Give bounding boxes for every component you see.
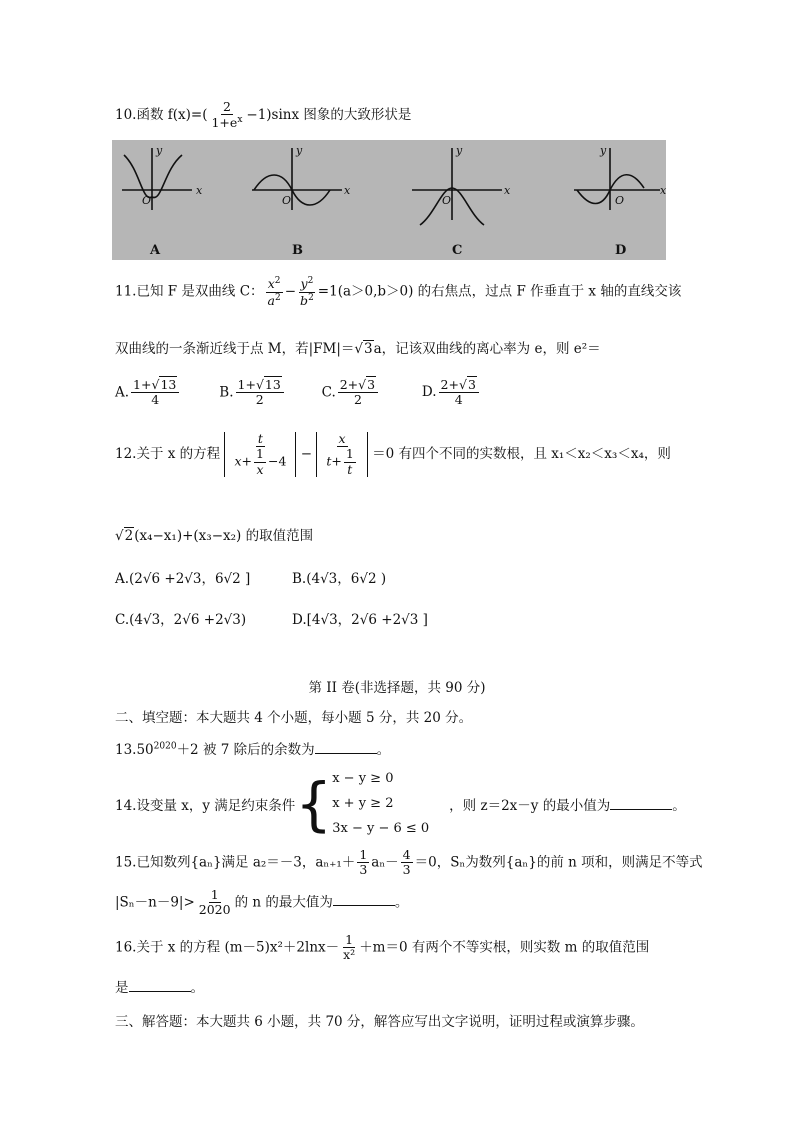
q16-line1: 16.关于 x 的方程 (m－5)x²＋2lnx－ $\frac{1}{\text{x²}}$ ＋m＝0 有两个不等实根，则实数 m 的取值范围: [115, 932, 650, 963]
q11-options: [115, 378, 481, 408]
graph-label-c: C: [452, 243, 463, 258]
q12-option-d: D.[4√3，2√6 +2√3 ]: [292, 612, 428, 628]
q10-graphs: [112, 140, 666, 260]
q16-answer-blank: [129, 979, 191, 992]
origin-c: O: [442, 194, 452, 207]
q11-option-b: B. $\frac{1+√13}{2}$: [219, 378, 317, 408]
axis-y-a: y: [156, 144, 163, 157]
fill-in-header: 二、填空题：本大题共 4 个小题，每小题 5 分，共 20 分。: [115, 710, 473, 726]
q13: $13.50^{2020}+2$ 被 7 除后的余数为 。: [115, 741, 391, 758]
axis-x-a: x: [196, 184, 203, 197]
q10-graph-panel: [112, 140, 666, 260]
q11-stem-line2: 双曲线的一条渐近线于点 M，若|FM|＝√3a，记该双曲线的离心率为 e，则 e²＝: [115, 341, 601, 357]
origin-a: O: [142, 194, 152, 207]
section2-title: 第 II 卷(非选择题，共 90 分): [308, 680, 486, 696]
q15-line1: 15.已知数列{aₙ}满足 a₂＝－3，aₙ₊₁＋ $\frac{1}{3}$ aₙ－ $\frac{4}{3}$ ＝0，Sₙ为数列{aₙ}的前 n 项和，则满足不等式: [115, 847, 703, 878]
q12-option-a: A.(2√6 +2√3，6√2 ]: [115, 571, 251, 587]
q15-line2: |Sₙ－n－9|> $\frac{1}{2020}$ 的 n 的最大值为 。: [115, 887, 409, 918]
q12-stem-line2: √2(x₄−x₁)+(x₃−x₂) 的取值范围: [115, 528, 314, 544]
q16-line2: 是 。: [115, 980, 204, 996]
q10-stem: 10.函数 f(x)=( $\frac{2}{1+e^x}$ −1)sinx 图象的大致形状是: [115, 99, 412, 131]
axis-x-d: x: [660, 184, 666, 197]
origin-b: O: [282, 194, 292, 207]
axis-x-c: x: [504, 184, 511, 197]
solve-header: 三、解答题：本大题共 6 小题，共 70 分，解答应写出文字说明，证明过程或演算步骤。: [115, 1014, 644, 1030]
axis-y-b: y: [296, 144, 303, 157]
axis-x-b: x: [344, 184, 351, 197]
graph-label-a: A: [150, 243, 161, 258]
q11-option-a: A. $\frac{1+√13}{4}$: [115, 378, 215, 408]
origin-d: O: [615, 194, 625, 207]
axis-y-d: y: [600, 144, 607, 157]
q13-answer-blank: [315, 741, 377, 754]
q12-option-b: B.(4√3，6√2 ): [292, 571, 387, 587]
q15-answer-blank: [333, 893, 395, 906]
graph-label-b: B: [292, 243, 303, 258]
axis-y-c: y: [456, 144, 463, 157]
q14: 14.设变量 x，y 满足约束条件 { x − y ≥ 0 x + y ≥ 2 3x − y − 6 ≤ 0 ，则 z＝2x－y 的最小值为 。: [115, 766, 686, 841]
q11-option-d: D. $\frac{2+√3}{4}$: [422, 384, 481, 400]
q11-option-c: C. $\frac{2+√3}{2}$: [322, 378, 418, 408]
q12-stem-line1: 12.关于 x 的方程 t x+ $\frac{1}{x}$ −4 − x t+ $\frac{1}{t}$ ＝0 有四个不同的实数根，且 x₁＜x₂＜x₃＜x₄，则: [115, 431, 671, 477]
q12-option-c: C.(4√3，2√6 +2√3): [115, 612, 247, 628]
q14-constraints: x − y ≥ 0 x + y ≥ 2 3x − y − 6 ≤ 0: [332, 771, 430, 836]
q11-stem-line1: 11.已知 F 是双曲线 C： $\frac{x^2}{a^2}$ − $\frac{y^2}{b^2}$ =1(a＞0,b＞0) 的右焦点，过点 F 作垂直于 x 轴的直线交该: [115, 276, 682, 308]
q14-answer-blank: [610, 797, 672, 810]
graph-label-d: D: [615, 243, 627, 258]
